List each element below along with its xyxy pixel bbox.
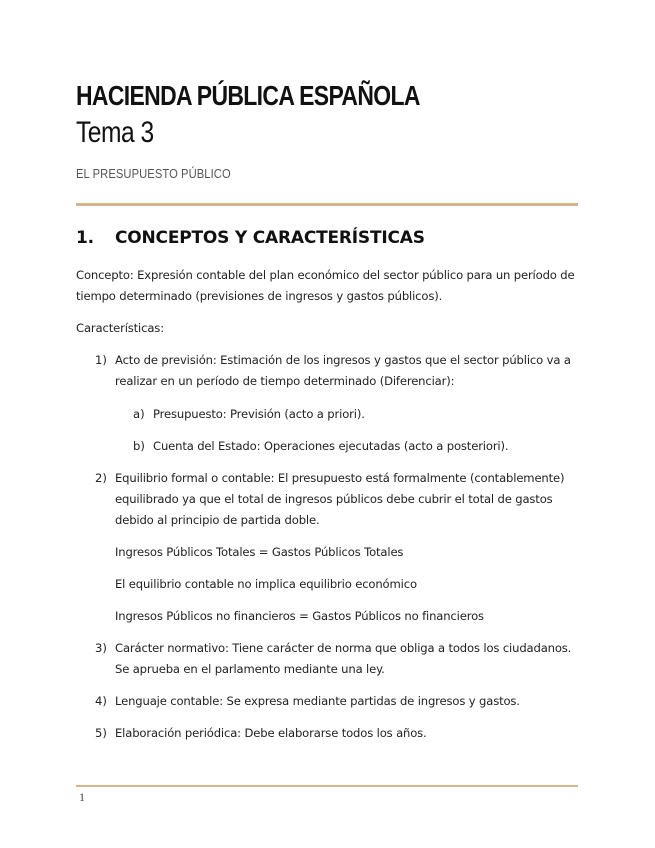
equation-line: Ingresos Públicos no financieros = Gastos Públicos no financieros <box>115 609 484 623</box>
sub-list-marker: b) <box>133 439 145 453</box>
list-marker: 2) <box>95 471 107 485</box>
list-marker: 4) <box>95 694 107 708</box>
equation-line: Ingresos Públicos Totales = Gastos Públicos Totales <box>115 545 404 559</box>
document-title: HACIENDA PÚBLICA ESPAÑOLA <box>76 80 420 111</box>
concepto-paragraph: Concepto: Expresión contable del plan económico del sector público para un período de tiempo determinado (previsiones de ingresos y gastos públicos). <box>76 268 575 303</box>
list-item-text: Elaboración periódica: Debe elaborarse todos los años. <box>115 726 427 740</box>
caracteristicas-label: Características: <box>76 321 164 335</box>
page-number: 1 <box>79 790 85 804</box>
sub-list-marker: a) <box>133 407 145 421</box>
list-marker: 3) <box>95 641 107 655</box>
list-marker: 5) <box>95 726 107 740</box>
list-item-text: Equilibrio formal o contable: El presupuesto está formalmente (contablemente) equilibrado ya que el total de ingresos públicos debe cubrir el total de gastos debido al principio de partida doble. <box>115 471 565 527</box>
sub-list-item-text: Cuenta del Estado: Operaciones ejecutadas (acto a posteriori). <box>153 439 509 453</box>
document-subtitle: Tema 3 <box>76 116 154 149</box>
list-item-text: Acto de previsión: Estimación de los ingresos y gastos que el sector público va a realizar en un período de tiempo determinado (Diferenciar): <box>115 353 571 388</box>
section-number: 1. <box>76 228 94 248</box>
note-line: El equilibrio contable no implica equilibrio económico <box>115 577 417 591</box>
section-heading <box>76 228 425 248</box>
list-item-text: Carácter normativo: Tiene carácter de norma que obliga a todos los ciudadanos. Se aprueba en el parlamento mediante una ley. <box>115 641 572 676</box>
sub-list-item-text: Presupuesto: Previsión (acto a priori). <box>153 407 365 421</box>
document-kicker: EL PRESUPUESTO PÚBLICO <box>76 166 231 181</box>
list-item-text: Lenguaje contable: Se expresa mediante partidas de ingresos y gastos. <box>115 694 520 708</box>
footer-divider <box>76 785 578 787</box>
header-divider <box>76 203 578 206</box>
list-marker: 1) <box>95 353 107 367</box>
section-heading-text: CONCEPTOS Y CARACTERÍSTICAS <box>115 228 425 248</box>
